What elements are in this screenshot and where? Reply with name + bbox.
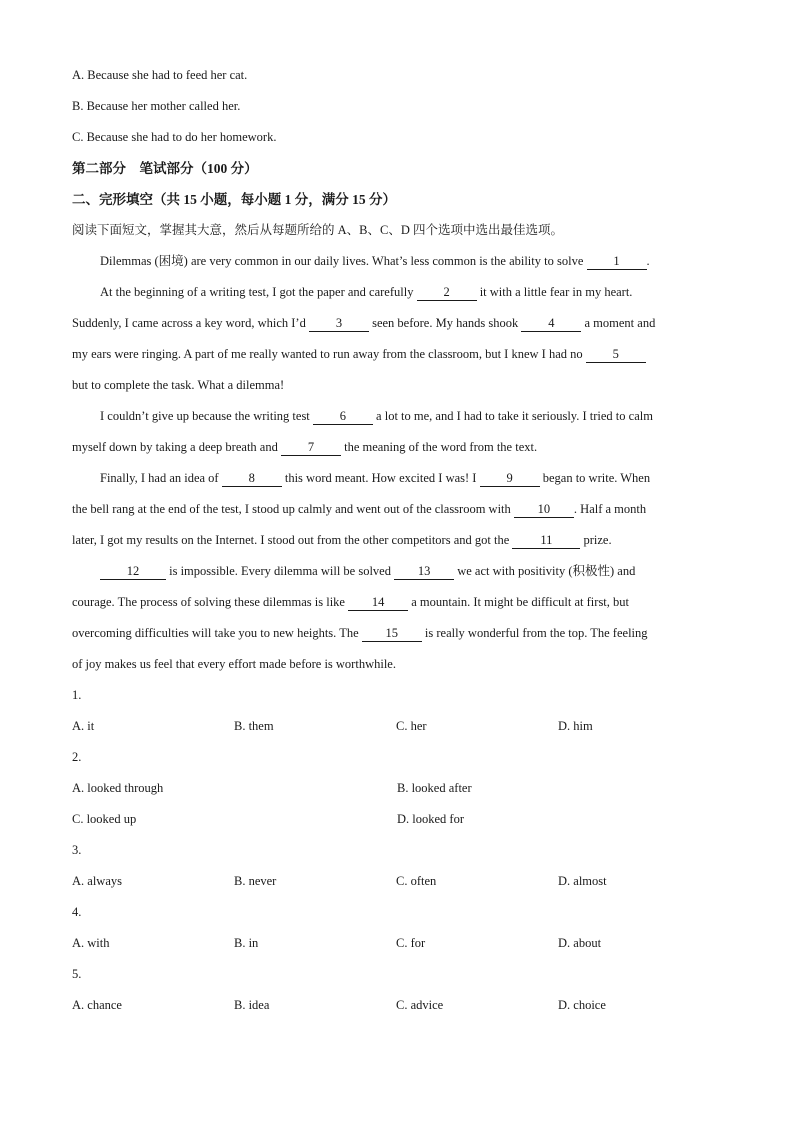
option-b[interactable]: B. looked after bbox=[397, 781, 472, 795]
blank-5: 5 bbox=[586, 346, 646, 363]
passage-line: I couldn’t give up because the writing test 6 a lot to me, and I had to take it seriously. I tried to calm bbox=[100, 409, 653, 423]
passage-line: of joy makes us feel that every effort made before is worthwhile. bbox=[72, 657, 396, 671]
blank-3: 3 bbox=[309, 315, 369, 332]
passage-line: my ears were ringing. A part of me really wanted to run away from the classroom, but I knew I had no 5 bbox=[72, 339, 722, 370]
option-d[interactable]: D. him bbox=[558, 719, 593, 733]
question-number: 1. bbox=[72, 688, 82, 702]
question-options bbox=[72, 804, 722, 835]
passage-line: Suddenly, I came across a key word, which I’d 3 seen before. My hands shook 4 a moment and bbox=[72, 316, 656, 330]
option-a[interactable]: A. looked through bbox=[72, 781, 164, 795]
option-d[interactable]: D. choice bbox=[558, 998, 606, 1012]
option-b[interactable]: B. idea bbox=[234, 998, 270, 1012]
passage-line: but to complete the task. What a dilemma! bbox=[72, 378, 285, 392]
passage-line: Dilemmas (困境) are very common in our daily lives. What’s less common is the ability to solve 1 . bbox=[100, 254, 650, 268]
blank-7: 7 bbox=[281, 439, 341, 456]
option-c[interactable]: C. looked up bbox=[72, 812, 137, 826]
option-c[interactable]: C. advice bbox=[396, 998, 444, 1012]
exam-page bbox=[72, 60, 722, 1021]
option-b[interactable]: B. never bbox=[234, 874, 277, 888]
blank-13: 13 bbox=[394, 563, 454, 580]
option-b[interactable]: B. them bbox=[234, 719, 274, 733]
option-c[interactable]: C. her bbox=[396, 719, 427, 733]
question-number: 5. bbox=[72, 967, 82, 981]
option-a[interactable]: A. chance bbox=[72, 998, 122, 1012]
passage-line: myself down by taking a deep breath and 7 the meaning of the word from the text. bbox=[72, 440, 538, 454]
passage-line: At the beginning of a writing test, I got the paper and carefully 2 it with a little fear in my heart. bbox=[100, 285, 633, 299]
passage-line: Finally, I had an idea of 8 this word meant. How excited I was! I 9 began to write. When bbox=[100, 471, 651, 485]
part-title: 二、完形填空（共 15 小题，每小题 1 分，满分 15 分） bbox=[72, 192, 396, 207]
option-a[interactable]: A. always bbox=[72, 874, 122, 888]
blank-8: 8 bbox=[222, 470, 282, 487]
prev-option-b: B. Because her mother called her. bbox=[72, 99, 241, 113]
question-number: 4. bbox=[72, 905, 82, 919]
prev-option-c: C. Because she had to do her homework. bbox=[72, 130, 277, 144]
instruction: 阅读下面短文，掌握其大意，然后从每题所给的 A、B、C、D 四个选项中选出最佳选项。 bbox=[72, 223, 563, 237]
question-options bbox=[72, 773, 722, 804]
question-number: 3. bbox=[72, 843, 82, 857]
blank-9: 9 bbox=[480, 470, 540, 487]
option-d[interactable]: D. looked for bbox=[397, 812, 464, 826]
passage-line: 12 is impossible. Every dilemma will be solved 13 we act with positivity (积极性) and bbox=[72, 556, 722, 587]
option-c[interactable]: C. often bbox=[396, 874, 437, 888]
blank-4: 4 bbox=[521, 315, 581, 332]
blank-14: 14 bbox=[348, 594, 408, 611]
blank-12: 12 bbox=[100, 563, 166, 580]
question-number: 2. bbox=[72, 750, 82, 764]
option-c[interactable]: C. for bbox=[396, 936, 426, 950]
blank-6: 6 bbox=[313, 408, 373, 425]
option-b[interactable]: B. in bbox=[234, 936, 259, 950]
section-title: 第二部分 笔试部分（100 分） bbox=[72, 161, 258, 176]
passage-line: later, I got my results on the Internet. I stood out from the other competitors and got the 11 prize. bbox=[72, 533, 612, 547]
question-options bbox=[72, 711, 722, 742]
option-a[interactable]: A. with bbox=[72, 936, 110, 950]
question-options bbox=[72, 928, 722, 959]
blank-10: 10 bbox=[514, 501, 574, 518]
blank-1: 1 bbox=[587, 253, 647, 270]
prev-option-a: A. Because she had to feed her cat. bbox=[72, 68, 248, 82]
question-options bbox=[72, 866, 722, 897]
passage-line: the bell rang at the end of the test, I stood up calmly and went out of the classroom with 10 . Half a month bbox=[72, 502, 647, 516]
option-d[interactable]: D. about bbox=[558, 936, 602, 950]
passage-line: courage. The process of solving these dilemmas is like 14 a mountain. It might be difficult at first, but bbox=[72, 595, 630, 609]
blank-11: 11 bbox=[512, 532, 580, 549]
blank-15: 15 bbox=[362, 625, 422, 642]
option-d[interactable]: D. almost bbox=[558, 874, 607, 888]
passage-line: overcoming difficulties will take you to new heights. The 15 is really wonderful from the top. The feeling bbox=[72, 626, 648, 640]
blank-2: 2 bbox=[417, 284, 477, 301]
option-a[interactable]: A. it bbox=[72, 719, 95, 733]
question-options bbox=[72, 990, 722, 1021]
